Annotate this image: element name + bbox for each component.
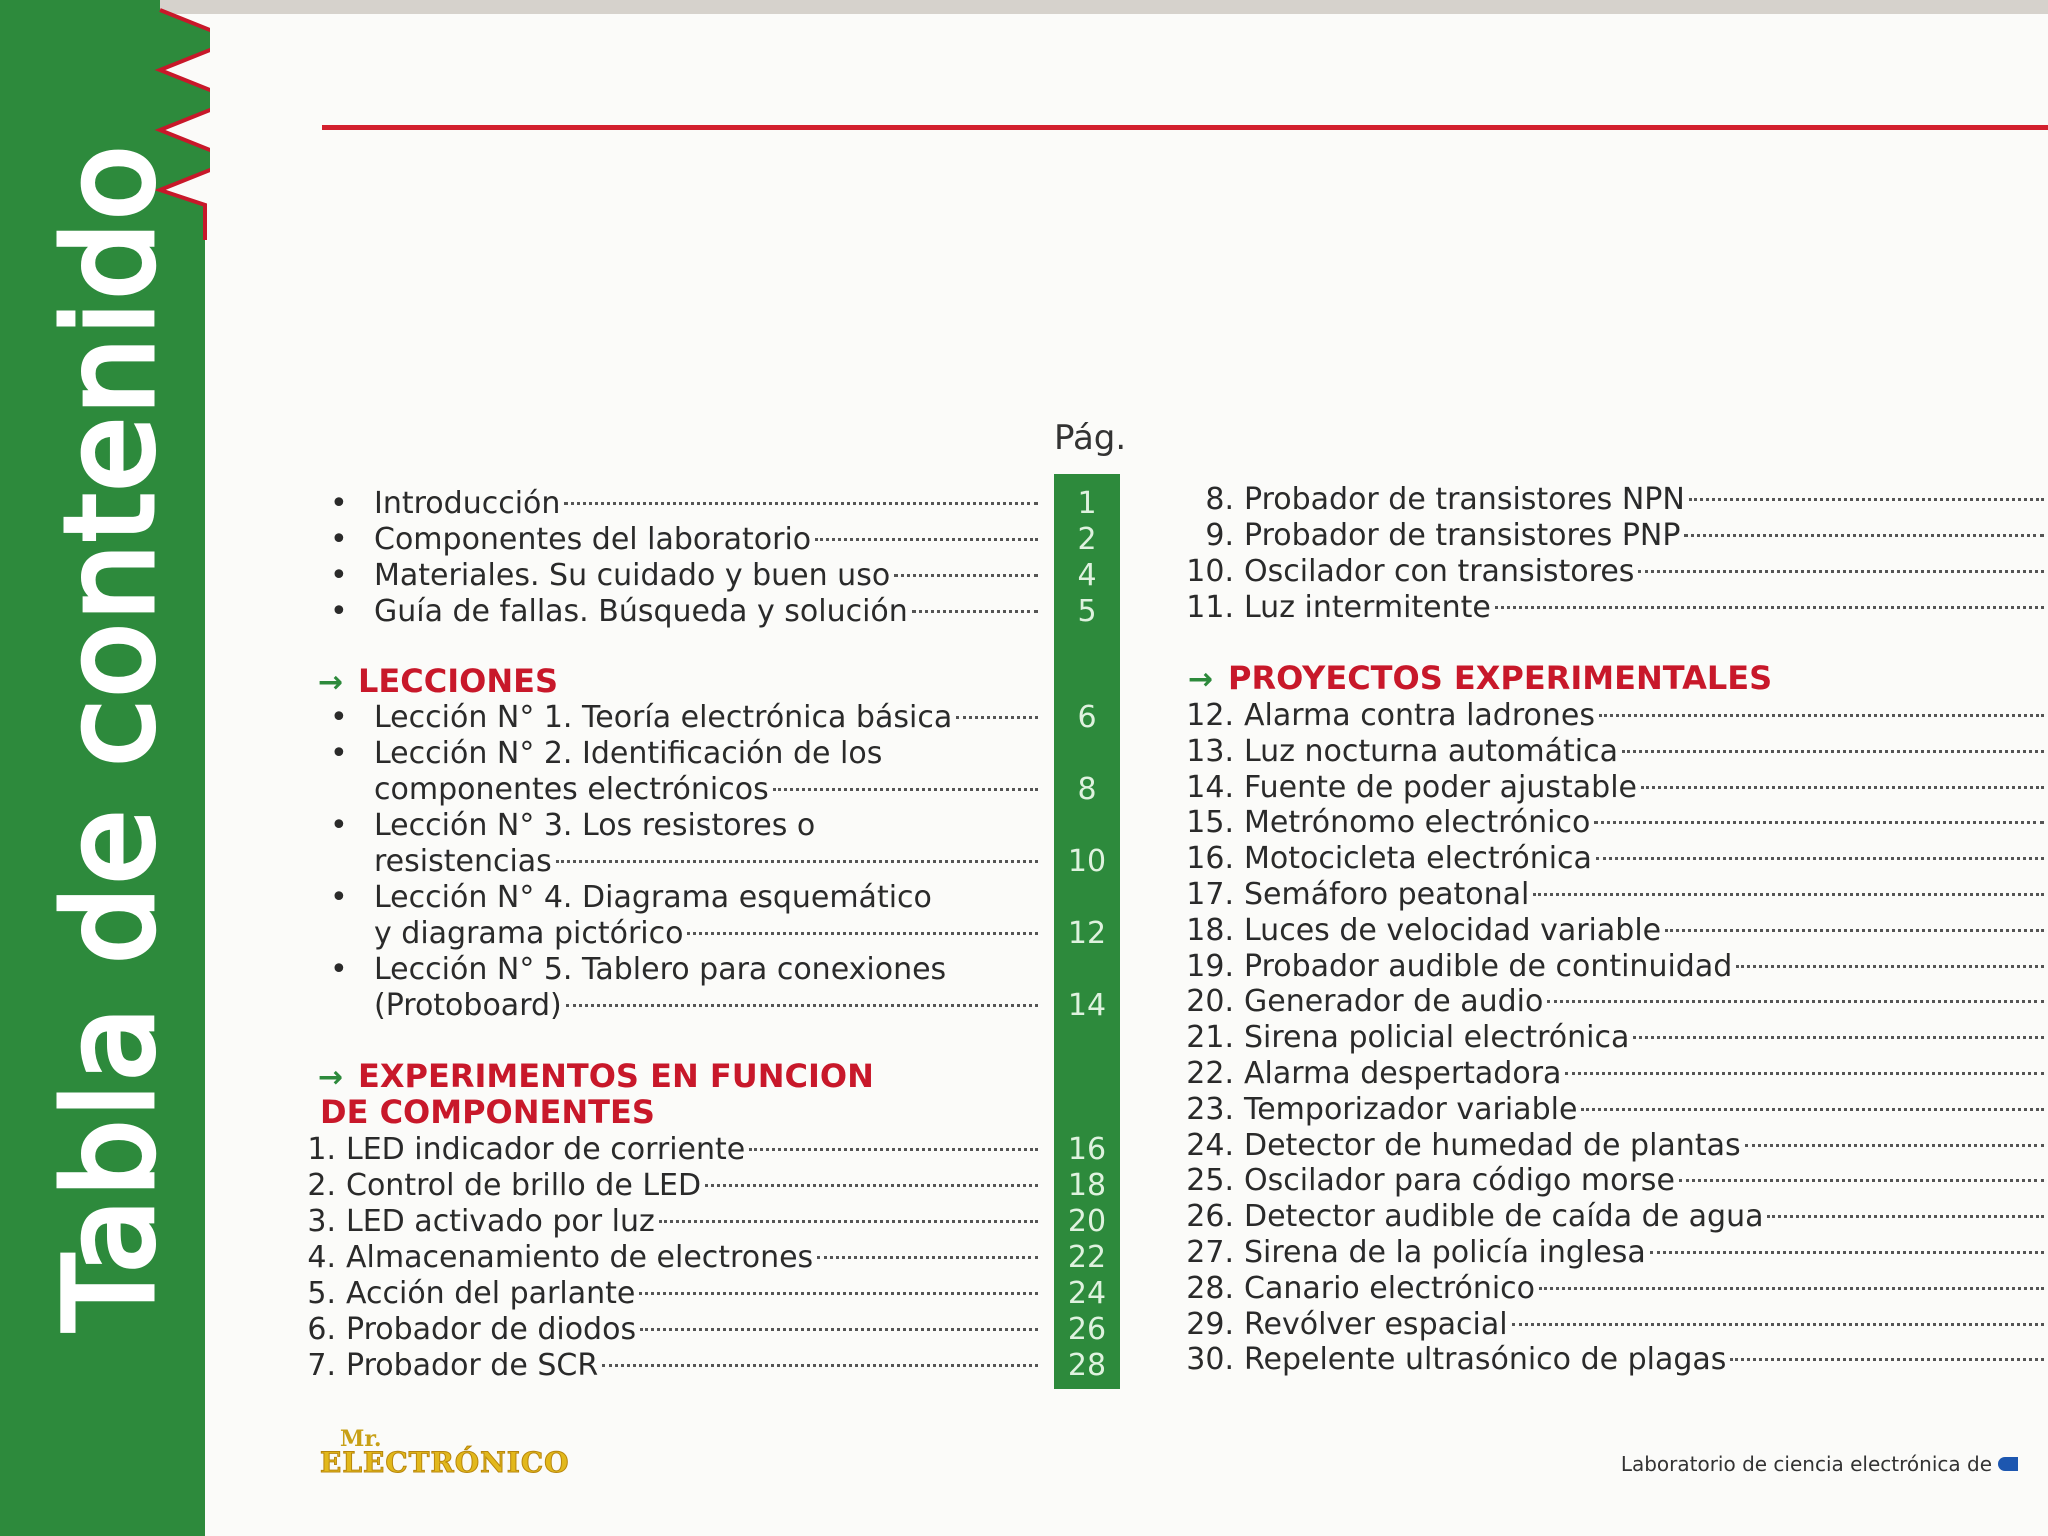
arrow-right-icon: → bbox=[318, 1060, 344, 1095]
toc-entry[interactable]: 22. Alarma despertadora bbox=[1170, 1056, 2048, 1092]
toc-entry[interactable]: 20. Generador de audio bbox=[1170, 984, 2048, 1020]
sidebar-banner bbox=[0, 0, 210, 1536]
footer-caption: Laboratorio de ciencia electrónica de bbox=[1621, 1452, 2018, 1476]
toc-entry[interactable]: 27. Sirena de la policía inglesa bbox=[1170, 1235, 2048, 1271]
toc-entry[interactable]: 16. Motocicleta electrónica bbox=[1170, 841, 2048, 877]
toc-entry[interactable]: 28. Canario electrónico bbox=[1170, 1271, 2048, 1307]
page-number: 1 bbox=[1077, 486, 1097, 521]
toc-entry-continued[interactable]: y diagrama pictórico bbox=[330, 916, 1042, 952]
page-column-header: Pág. bbox=[1054, 418, 1127, 458]
page-number: 10 bbox=[1067, 844, 1107, 879]
toc-entry[interactable]: 25. Oscilador para código morse bbox=[1170, 1163, 2048, 1199]
page-number: 22 bbox=[1067, 1240, 1107, 1275]
toc-entry[interactable]: • Materiales. Su cuidado y buen uso bbox=[330, 558, 1042, 594]
toc-entry[interactable]: • Lección N° 3. Los resistores o bbox=[330, 808, 816, 843]
toc-entry[interactable]: 1. LED indicador de corriente bbox=[300, 1132, 1042, 1168]
toc-entry-continued[interactable]: (Protoboard) bbox=[330, 988, 1042, 1024]
page-number: 28 bbox=[1067, 1348, 1107, 1383]
toc-entry[interactable]: 8. Probador de transistores NPN bbox=[1170, 482, 2048, 518]
toc-entry[interactable]: • Introducción bbox=[330, 486, 1042, 522]
section-heading-experimentos: → EXPERIMENTOS EN FUNCION bbox=[318, 1057, 874, 1095]
toc-entry[interactable]: 17. Semáforo peatonal bbox=[1170, 877, 2048, 913]
toc-entry[interactable]: • Lección N° 1. Teoría electrónica básica bbox=[330, 700, 1042, 736]
toc-entry[interactable]: 3. LED activado por luz bbox=[300, 1204, 1042, 1240]
publisher-logo-icon bbox=[1998, 1457, 2018, 1471]
toc-entry[interactable]: • Guía de fallas. Búsqueda y solución bbox=[330, 594, 1042, 630]
toc-entry-continued[interactable]: resistencias bbox=[330, 844, 1042, 880]
header-rule bbox=[322, 125, 2048, 130]
toc-entry[interactable]: 14. Fuente de poder ajustable bbox=[1170, 770, 2048, 806]
page-number: 12 bbox=[1067, 916, 1107, 951]
toc-entry[interactable]: • Componentes del laboratorio bbox=[330, 522, 1042, 558]
page-number: 5 bbox=[1077, 594, 1097, 629]
toc-entry-continued[interactable]: componentes electrónicos bbox=[330, 772, 1042, 808]
toc-entry[interactable]: 9. Probador de transistores PNP bbox=[1170, 518, 2048, 554]
toc-entry[interactable]: • Lección N° 5. Tablero para conexiones bbox=[330, 952, 947, 987]
toc-entry[interactable]: 21. Sirena policial electrónica bbox=[1170, 1020, 2048, 1056]
page-number: 4 bbox=[1077, 558, 1097, 593]
toc-entry[interactable]: 29. Revólver espacial bbox=[1170, 1307, 2048, 1343]
toc-entry[interactable]: • Lección N° 4. Diagrama esquemático bbox=[330, 880, 932, 915]
toc-entry[interactable]: 6. Probador de diodos bbox=[300, 1312, 1042, 1348]
toc-entry[interactable]: 12. Alarma contra ladrones bbox=[1170, 698, 2048, 734]
page-number: 18 bbox=[1067, 1168, 1107, 1203]
toc-entry[interactable]: 2. Control de brillo de LED bbox=[300, 1168, 1042, 1204]
page-number: 6 bbox=[1077, 700, 1097, 735]
page-number: 16 bbox=[1067, 1132, 1107, 1167]
toc-entry[interactable]: 13. Luz nocturna automática bbox=[1170, 734, 2048, 770]
section-heading-proyectos: → PROYECTOS EXPERIMENTALES bbox=[1188, 659, 1773, 697]
page-number: 2 bbox=[1077, 522, 1097, 557]
toc-entry[interactable]: 30. Repelente ultrasónico de plagas bbox=[1170, 1342, 2048, 1378]
toc-entry[interactable]: 24. Detector de humedad de plantas bbox=[1170, 1128, 2048, 1164]
toc-entry[interactable]: 23. Temporizador variable bbox=[1170, 1092, 2048, 1128]
page-number: 14 bbox=[1067, 988, 1107, 1023]
toc-entry[interactable]: 5. Acción del parlante bbox=[300, 1276, 1042, 1312]
arrow-right-icon: → bbox=[318, 665, 344, 700]
top-edge bbox=[0, 0, 2048, 14]
section-heading-lecciones: → LECCIONES bbox=[318, 662, 559, 700]
page-number: 24 bbox=[1067, 1276, 1107, 1311]
toc-entry[interactable]: 26. Detector audible de caída de agua bbox=[1170, 1199, 2048, 1235]
section-heading-experimentos-line2: DE COMPONENTES bbox=[320, 1093, 655, 1131]
toc-entry[interactable]: 7. Probador de SCR bbox=[300, 1348, 1042, 1384]
page-number: 20 bbox=[1067, 1204, 1107, 1239]
toc-entry[interactable]: 10. Oscilador con transistores bbox=[1170, 554, 2048, 590]
toc-entry[interactable]: 18. Luces de velocidad variable bbox=[1170, 913, 2048, 949]
toc-entry[interactable]: 4. Almacenamiento de electrones bbox=[300, 1240, 1042, 1276]
arrow-right-icon: → bbox=[1188, 662, 1214, 697]
toc-entry[interactable]: 15. Metrónomo electrónico bbox=[1170, 805, 2048, 841]
page-number: 26 bbox=[1067, 1312, 1107, 1347]
page-number: 8 bbox=[1077, 772, 1097, 807]
toc-entry[interactable]: 11. Luz intermitente bbox=[1170, 590, 2048, 626]
toc-entry[interactable]: 19. Probador audible de continuidad bbox=[1170, 949, 2048, 985]
toc-entry[interactable]: • Lección N° 2. Identificación de los bbox=[330, 736, 883, 771]
page-title: Tabla de contenido bbox=[39, 143, 181, 1330]
